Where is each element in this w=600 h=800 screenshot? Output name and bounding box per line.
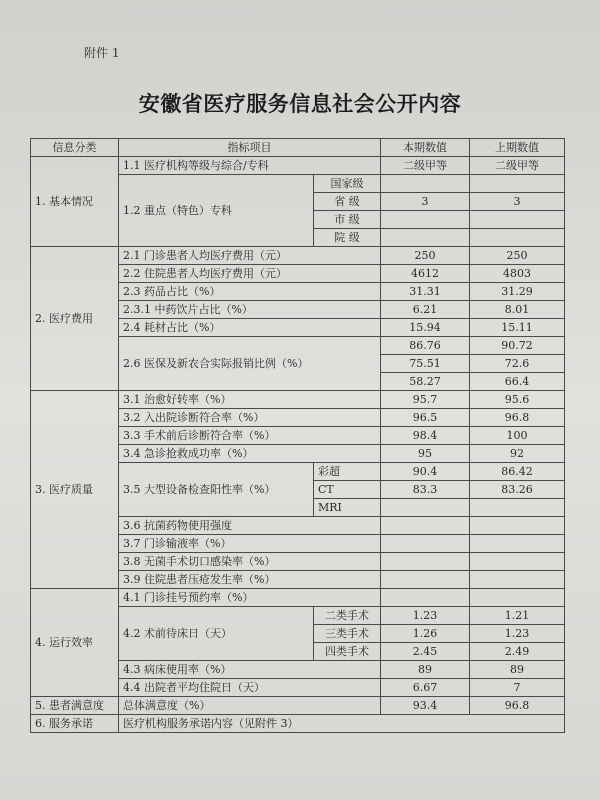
current-value: 1.23	[381, 607, 470, 625]
previous-value: 95.6	[470, 391, 565, 409]
sub-label: 市 级	[314, 211, 381, 229]
table-row	[31, 157, 565, 175]
current-value: 58.27	[381, 373, 470, 391]
current-value: 6.67	[381, 679, 470, 697]
sub-label: 彩超	[314, 463, 381, 481]
sub-label: 院 级	[314, 229, 381, 247]
category-service: 6. 服务承诺	[31, 715, 119, 733]
table-row	[31, 589, 565, 607]
current-value: 98.4	[381, 427, 470, 445]
previous-value	[470, 589, 565, 607]
header-current: 本期数值	[381, 139, 470, 157]
current-value	[381, 175, 470, 193]
indicator-label: 3.3 手术前后诊断符合率（%）	[119, 427, 381, 445]
current-value: 6.21	[381, 301, 470, 319]
category-satisfaction: 5. 患者满意度	[31, 697, 119, 715]
previous-value: 3	[470, 193, 565, 211]
indicator-label: 总体满意度（%）	[119, 697, 381, 715]
header-category: 信息分类	[31, 139, 119, 157]
indicator-label: 2.3.1 中药饮片占比（%）	[119, 301, 381, 319]
header-previous: 上期数值	[470, 139, 565, 157]
current-value: 75.51	[381, 355, 470, 373]
previous-value: 2.49	[470, 643, 565, 661]
indicator-label: 3.2 入出院诊断符合率（%）	[119, 409, 381, 427]
indicator-label: 4.2 术前待床日（天）	[119, 607, 314, 661]
current-value	[381, 553, 470, 571]
current-value: 96.5	[381, 409, 470, 427]
previous-value: 1.23	[470, 625, 565, 643]
current-value	[381, 211, 470, 229]
previous-value: 二级甲等	[470, 157, 565, 175]
indicator-label: 3.8 无菌手术切口感染率（%）	[119, 553, 381, 571]
current-value: 90.4	[381, 463, 470, 481]
current-value: 250	[381, 247, 470, 265]
indicator-label: 4.1 门诊挂号预约率（%）	[119, 589, 381, 607]
previous-value: 31.29	[470, 283, 565, 301]
previous-value: 72.6	[470, 355, 565, 373]
current-value: 3	[381, 193, 470, 211]
category-quality: 3. 医疗质量	[31, 391, 119, 589]
previous-value: 96.8	[470, 697, 565, 715]
indicator-label: 4.3 病床使用率（%）	[119, 661, 381, 679]
current-value: 95.7	[381, 391, 470, 409]
previous-value: 250	[470, 247, 565, 265]
current-value: 93.4	[381, 697, 470, 715]
current-value: 31.31	[381, 283, 470, 301]
previous-value	[470, 553, 565, 571]
previous-value	[470, 211, 565, 229]
current-value: 2.45	[381, 643, 470, 661]
previous-value: 83.26	[470, 481, 565, 499]
attachment-label: 附件 1	[84, 46, 120, 60]
category-cost: 2. 医疗费用	[31, 247, 119, 391]
previous-value: 96.8	[470, 409, 565, 427]
page-title: 安徽省医疗服务信息社会公开内容	[138, 92, 462, 116]
indicator-label: 2.2 住院患者人均医疗费用（元）	[119, 265, 381, 283]
sub-label: CT	[314, 481, 381, 499]
previous-value: 7	[470, 679, 565, 697]
sub-label: 省 级	[314, 193, 381, 211]
previous-value	[470, 517, 565, 535]
current-value	[381, 571, 470, 589]
indicator-label: 4.4 出院者平均住院日（天）	[119, 679, 381, 697]
current-value	[381, 229, 470, 247]
table-row	[31, 247, 565, 265]
sub-label: 四类手术	[314, 643, 381, 661]
sub-label: MRI	[314, 499, 381, 517]
current-value: 86.76	[381, 337, 470, 355]
current-value: 1.26	[381, 625, 470, 643]
current-value	[381, 589, 470, 607]
sub-label: 国家级	[314, 175, 381, 193]
current-value: 二级甲等	[381, 157, 470, 175]
indicator-label: 3.9 住院患者压疮发生率（%）	[119, 571, 381, 589]
disclosure-table	[30, 138, 565, 733]
current-value	[381, 517, 470, 535]
current-value: 89	[381, 661, 470, 679]
previous-value: 8.01	[470, 301, 565, 319]
table-row	[31, 391, 565, 409]
current-value: 15.94	[381, 319, 470, 337]
previous-value: 15.11	[470, 319, 565, 337]
indicator-label: 3.4 急诊抢救成功率（%）	[119, 445, 381, 463]
table-row	[31, 715, 565, 733]
table-header-row	[31, 139, 565, 157]
current-value	[381, 499, 470, 517]
previous-value: 92	[470, 445, 565, 463]
current-value: 4612	[381, 265, 470, 283]
indicator-label: 2.4 耗材占比（%）	[119, 319, 381, 337]
indicator-label: 医疗机构服务承诺内容（见附件 3）	[119, 715, 565, 733]
indicator-label: 3.7 门诊输液率（%）	[119, 535, 381, 553]
previous-value: 1.21	[470, 607, 565, 625]
sub-label: 三类手术	[314, 625, 381, 643]
header-indicator: 指标项目	[119, 139, 381, 157]
current-value: 83.3	[381, 481, 470, 499]
previous-value	[470, 499, 565, 517]
previous-value	[470, 229, 565, 247]
previous-value: 4803	[470, 265, 565, 283]
indicator-label: 1.1 医疗机构等级与综合/专科	[119, 157, 381, 175]
current-value	[381, 535, 470, 553]
indicator-label: 2.1 门诊患者人均医疗费用（元）	[119, 247, 381, 265]
previous-value: 66.4	[470, 373, 565, 391]
indicator-label: 1.2 重点（特色）专科	[119, 175, 314, 247]
sub-label: 二类手术	[314, 607, 381, 625]
indicator-label: 2.3 药品占比（%）	[119, 283, 381, 301]
category-basic: 1. 基本情况	[31, 157, 119, 247]
current-value: 95	[381, 445, 470, 463]
table-row	[31, 697, 565, 715]
previous-value	[470, 571, 565, 589]
previous-value: 86.42	[470, 463, 565, 481]
indicator-label: 3.6 抗菌药物使用强度	[119, 517, 381, 535]
previous-value: 89	[470, 661, 565, 679]
category-efficiency: 4. 运行效率	[31, 589, 119, 697]
indicator-label: 3.5 大型设备检查阳性率（%）	[119, 463, 314, 517]
indicator-label: 3.1 治愈好转率（%）	[119, 391, 381, 409]
previous-value	[470, 175, 565, 193]
previous-value: 90.72	[470, 337, 565, 355]
indicator-label: 2.6 医保及新农合实际报销比例（%）	[119, 337, 381, 391]
previous-value: 100	[470, 427, 565, 445]
previous-value	[470, 535, 565, 553]
